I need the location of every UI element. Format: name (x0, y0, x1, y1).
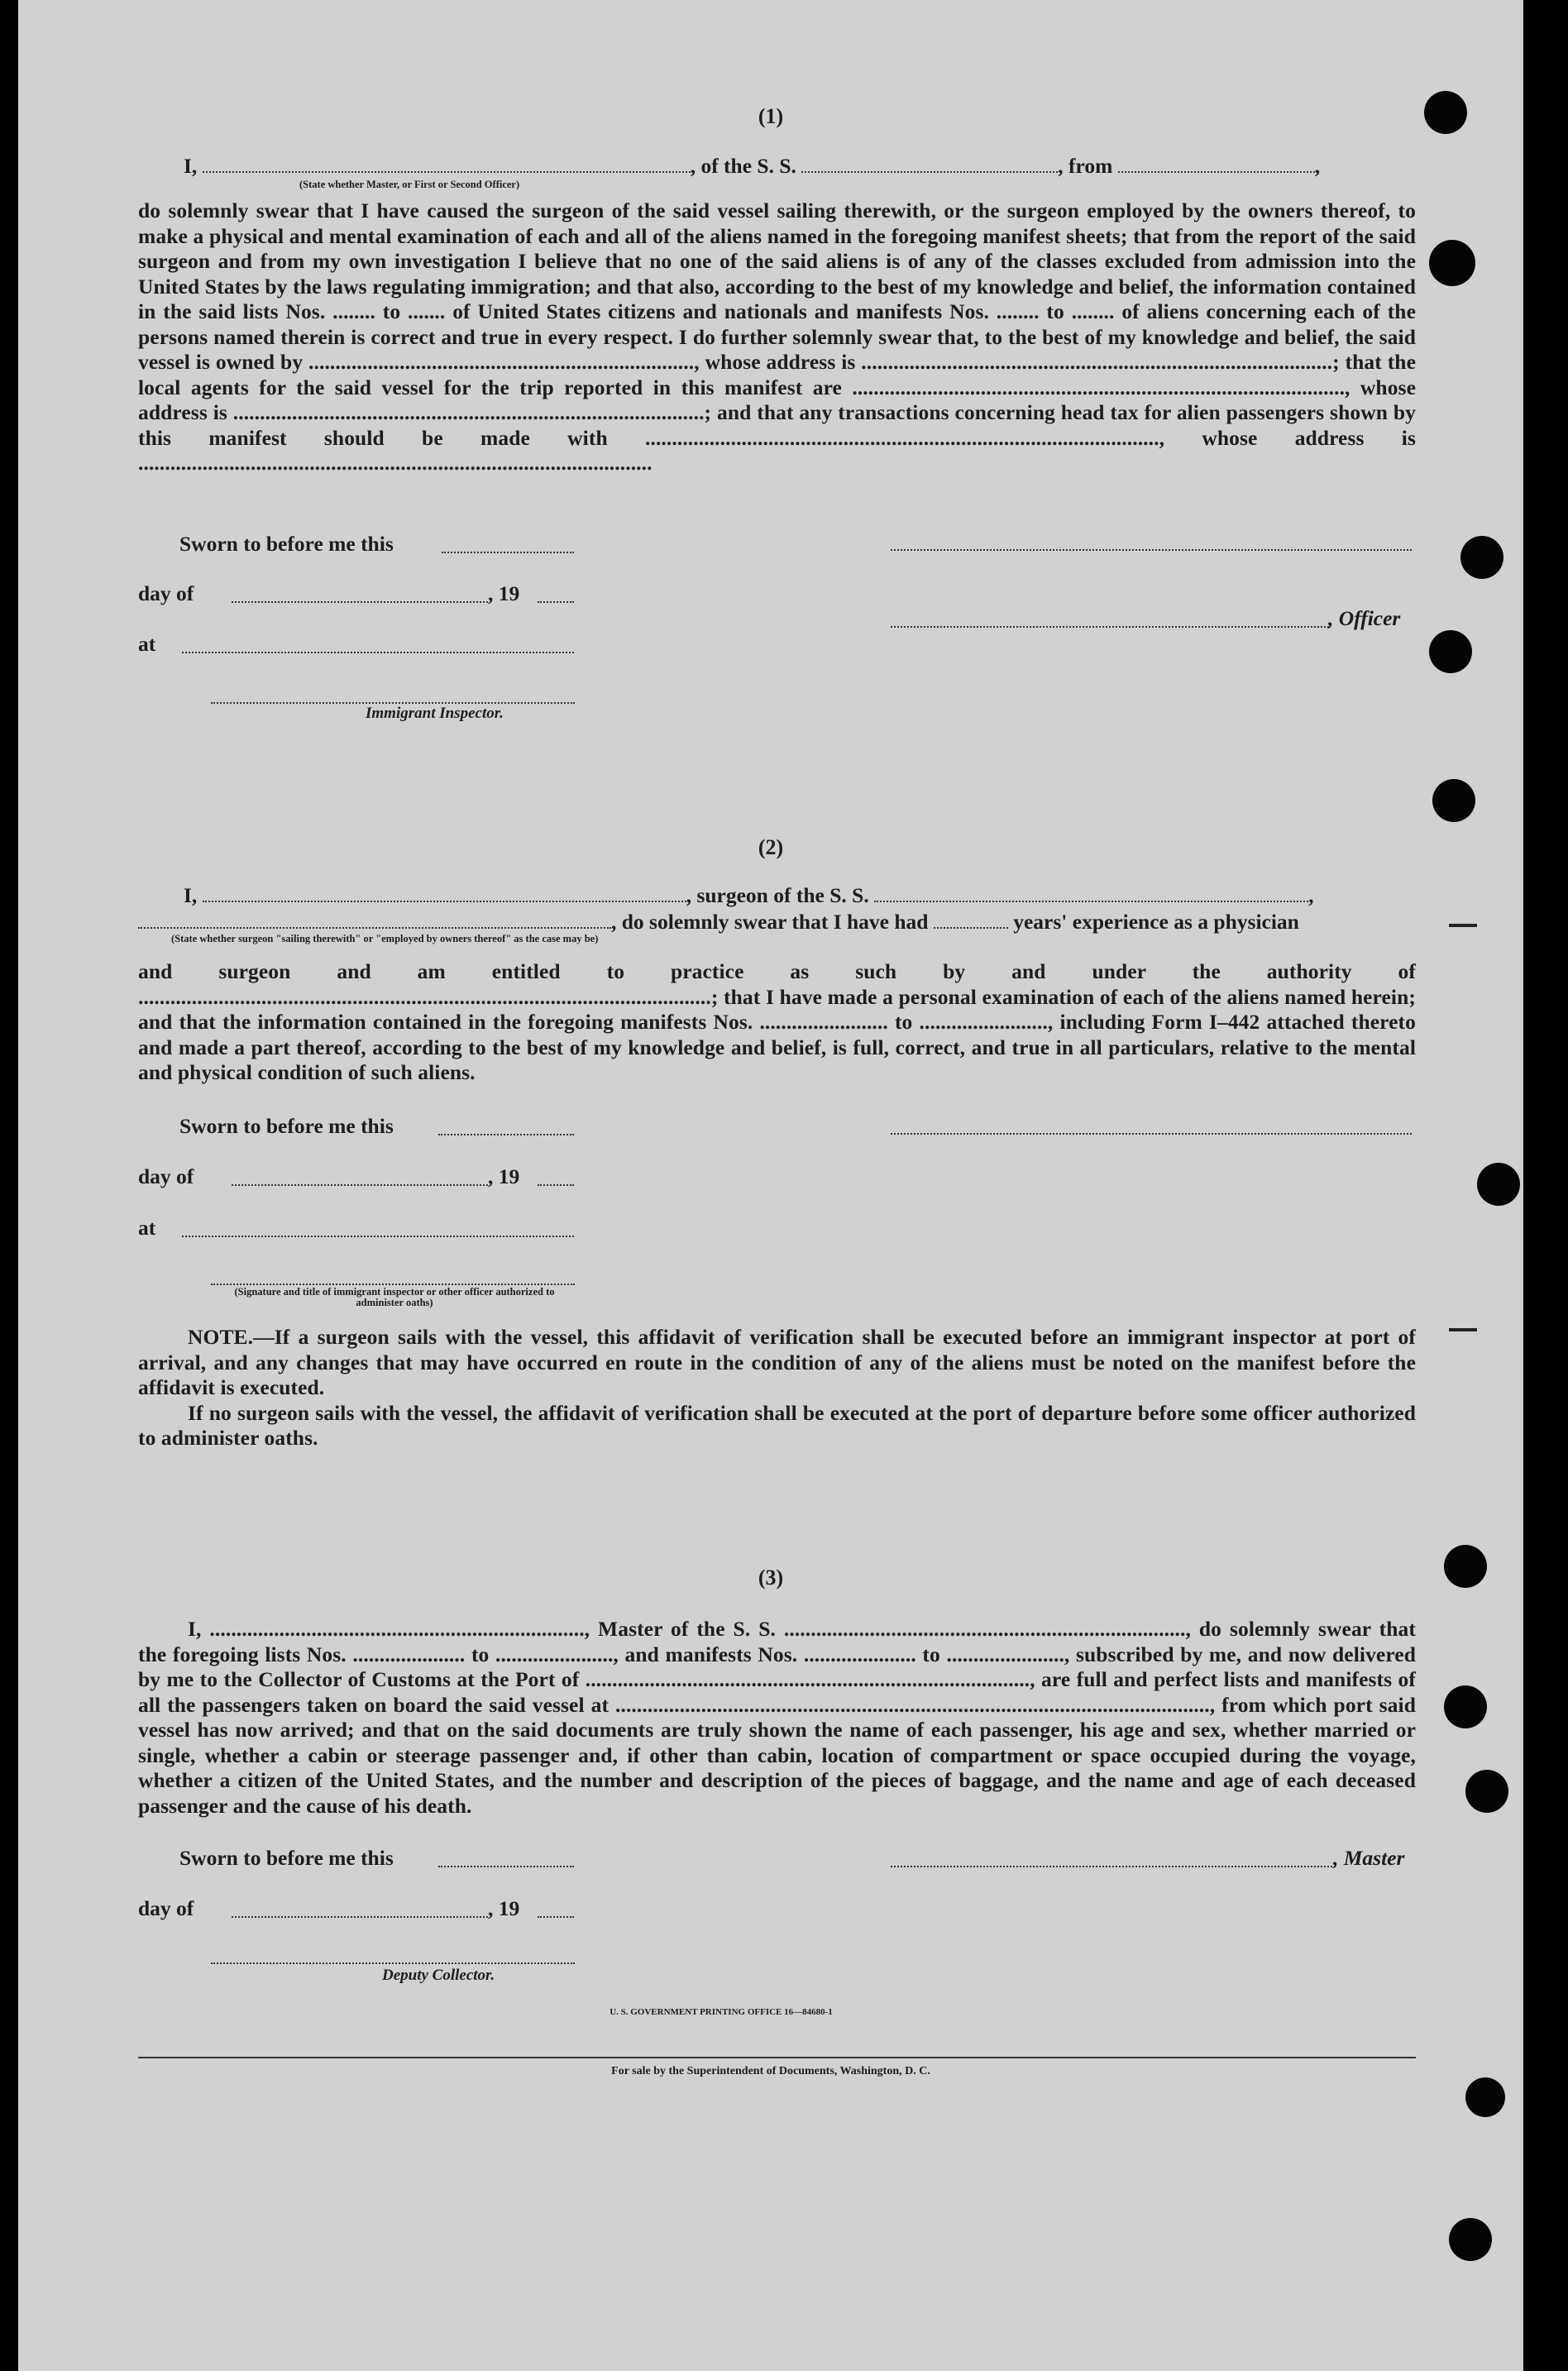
s1-i: I, (184, 154, 198, 178)
s1-officer: , Officer (1328, 606, 1401, 630)
section-2-number: (2) (758, 835, 784, 859)
binder-hole (1477, 1163, 1520, 1206)
s2-note-2: If no surgeon sails with the vessel, the affidavit of verification shall be executed at the port of departure before some officer authorized to administer oaths. (138, 1400, 1416, 1450)
binder-hole (1449, 2218, 1492, 2261)
s1-rank-blank (203, 155, 691, 173)
s2-second-line (138, 910, 1416, 935)
s2-status-caption: (State whether surgeon "sailing therewith" or "employed by owners thereof" as the case may be) (171, 933, 599, 944)
s1-inspector-line (211, 700, 575, 704)
s3-day-line (232, 1914, 488, 1918)
s2-day-line (232, 1183, 488, 1186)
gpo-imprint: U. S. GOVERNMENT PRINTING OFFICE 16—84680-1 (610, 2007, 833, 2017)
s2-notes (138, 1325, 1416, 1451)
s2-sig-caption: (Signature and title of immigrant inspector or other officer authorized to administer oaths) (234, 1286, 555, 1308)
s2-ship-blank (874, 884, 1308, 902)
s2-day-of: day of (138, 1164, 194, 1188)
s3-body (138, 1617, 1416, 1819)
s2-inspector-line (211, 1282, 575, 1285)
s1-rank-caption: (State whether Master, or First or Second Officer) (299, 179, 520, 190)
s1-year: , 19 (488, 581, 520, 605)
s2-swear: , do solemnly swear that I have had (611, 910, 929, 934)
s1-ship-blank (801, 155, 1058, 173)
s3-deputy-caption: Deputy Collector. (382, 1967, 495, 1984)
s1-at: at (138, 632, 156, 656)
s1-year-line (538, 600, 574, 603)
s2-year: , 19 (488, 1164, 520, 1188)
s2-i: I, (184, 883, 198, 907)
s3-year: , 19 (488, 1896, 520, 1920)
s3-sworn: Sworn to before me this (179, 1846, 394, 1870)
s2-status-blank (138, 911, 611, 929)
s1-inspector-caption: Immigrant Inspector. (366, 705, 504, 722)
s1-sworn: Sworn to before me this (179, 532, 394, 556)
margin-mark (1449, 924, 1477, 927)
s1-day-of: day of (138, 581, 194, 605)
s2-first-line: I, , surgeon of the S. S. , (184, 883, 1314, 907)
s2-year-line (538, 1183, 574, 1186)
s2-years-blank (934, 911, 1008, 929)
s2-body (138, 959, 1416, 1086)
binder-hole (1465, 1770, 1508, 1813)
s3-year-line (538, 1914, 574, 1918)
sale-notice: For sale by the Superintendent of Documents, Washington, D. C. (611, 2065, 930, 2077)
binder-hole (1429, 630, 1472, 673)
s1-sworn-line (442, 550, 574, 553)
s1-body-text: do solemnly swear that I have caused the surgeon of the said vessel sailing therewith, or the surgeon employed by the owners thereof, to make a physical and mental examination of each and all of the aliens named in the foregoing manifest sheets; that from the report of the said surgeon and from my own investigation I believe that no one of the said aliens is of any of the classes excluded from admission into the United States by the laws regulating immigration; and that also, according to the best of my knowledge and belief, the information contained in the said lists Nos. ........ to ....... of United States citizens and nationals and manifests Nos. ........ to ........ of aliens concerning each of the persons named therein is correct and true in every respect. I do further solemnly swear that, to the best of my knowledge and belief, the said vessel is owned by ........................................................................, whose address is ........................................................................................; that the local agents for the said vessel for the trip reported in this manifest are ............................................................................................, whose address is ........................................................................................; and that any transactions concerning head tax for alien passengers shown by this manifest should be made with ................................................................................................, whose address is ................................................................................................ (138, 198, 1416, 475)
s3-master-line (891, 1864, 1336, 1867)
s1-of-ss: , of the S. S. (690, 154, 796, 178)
s3-master: , Master (1333, 1846, 1405, 1870)
s2-sworn: Sworn to before me this (179, 1114, 394, 1138)
footer-rule (138, 2057, 1416, 2058)
s3-body-text: I, ......................................................................, Master of the S. S. ..........................................................................., do solemnly swear that the foregoing lists Nos. ..................... to ......................, and manifests Nos. ..................... to ......................, subscribed by me, and now delivered by me to the Collector of Customs at the Port of ..................................................................................., are full and perfect lists and manifests of all the passengers taken on board the said vessel at ..............................................................................................................., from which port said vessel has now arrived; and that on the said documents are truly shown the name of each passenger, his age and sex, whether married or single, whether a cabin or steerage passenger and, if other than cabin, location of compartment or space occupied during the voyage, whether a citizen of the United States, and the number and description of the pieces of baggage, and the name and age of each deceased passenger and the cause of his death. (138, 1617, 1416, 1818)
s1-officer-line (891, 624, 1329, 628)
s2-surgeon-sig-line (891, 1131, 1412, 1135)
binder-hole (1444, 1685, 1487, 1728)
s2-at: at (138, 1216, 156, 1240)
s1-from: , from (1058, 154, 1113, 178)
manifest-affidavit-page (18, 0, 1523, 2371)
s2-at-line (182, 1234, 574, 1237)
s2-experience: years' experience as a physician (1013, 910, 1299, 934)
s3-deputy-line (211, 1961, 575, 1964)
s1-first-line: I, , of the S. S. , from , (184, 154, 1321, 178)
s3-sworn-line (438, 1864, 574, 1867)
s2-surgeon-of: , surgeon of the S. S. (686, 883, 869, 907)
binder-hole (1465, 2077, 1505, 2117)
binder-hole (1460, 536, 1503, 579)
s1-officer-sig-line (891, 547, 1412, 551)
s1-at-line (182, 650, 574, 653)
s2-sworn-line (438, 1132, 574, 1135)
s2-note-1: NOTE.—If a surgeon sails with the vessel, this affidavit of verification shall be executed before an immigrant inspector at port of arrival, and any changes that may have occurred en route in the condition of any of the aliens must be noted on the manifest before the affidavit is executed. (138, 1325, 1416, 1399)
margin-mark (1449, 1328, 1477, 1331)
s1-body (138, 198, 1416, 476)
binder-hole (1429, 240, 1475, 286)
section-3-number: (3) (758, 1566, 784, 1589)
s1-day-line (232, 600, 488, 603)
s2-body-text: and surgeon and am entitled to practice as such by and under the authority of ...........................................................................................................; that I have made a personal examination of each of the aliens named herein; and that the information contained in the foregoing manifests Nos. ........................ to ........................, including Form I–442 attached thereto and made a part thereof, according to the best of my knowledge and belief, is full, correct, and true in all particulars, relative to the mental and physical condition of such aliens. (138, 959, 1416, 1084)
s1-from-blank (1118, 155, 1315, 173)
s3-day-of: day of (138, 1896, 194, 1920)
s2-name-blank (203, 884, 686, 902)
section-1-number: (1) (758, 104, 784, 128)
binder-hole (1432, 779, 1475, 822)
